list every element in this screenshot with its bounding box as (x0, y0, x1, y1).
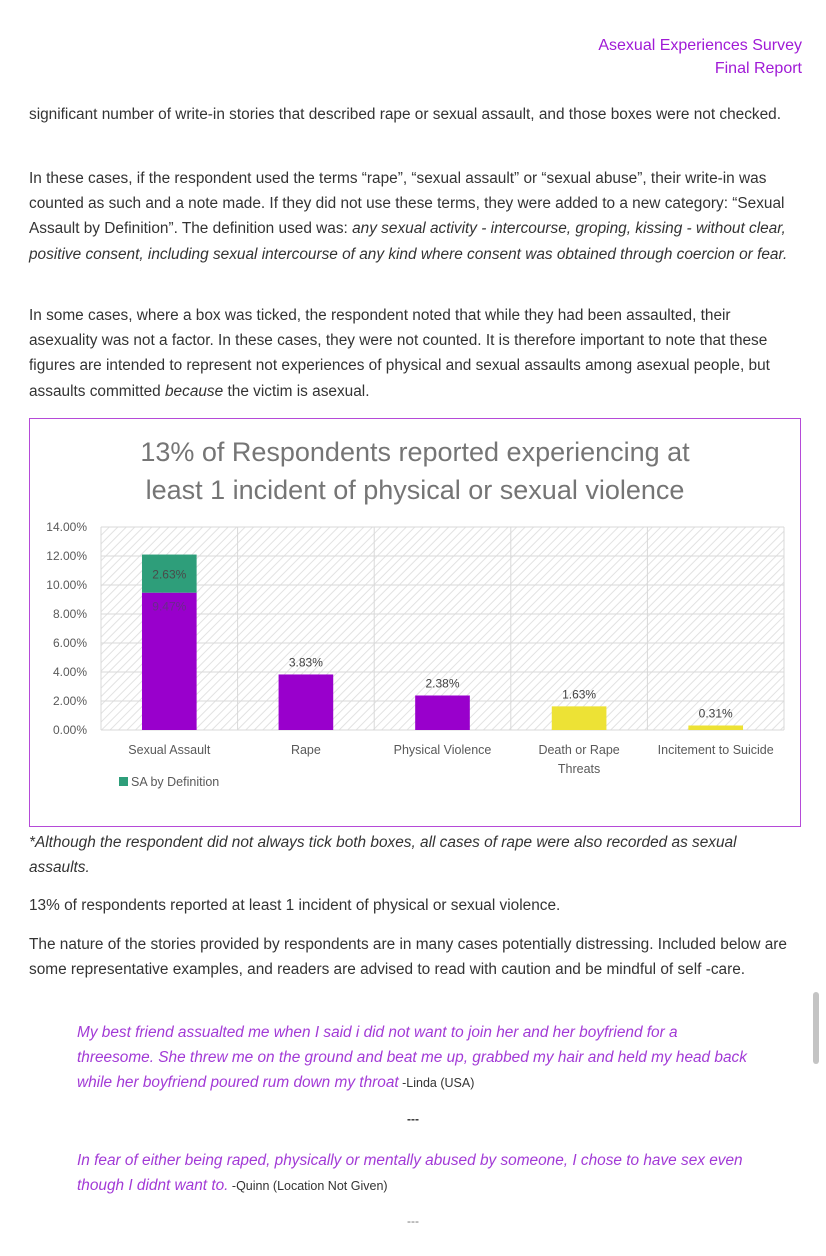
report-header (598, 34, 802, 80)
x-tick-label: Sexual Assault (128, 743, 211, 757)
y-tick-label: 2.00% (52, 694, 87, 708)
y-tick-label: 4.00% (52, 665, 87, 679)
paragraph-3-emphasis: because (165, 382, 224, 400)
y-tick-label: 8.00% (52, 607, 87, 621)
quote-2-attribution: -Quinn (Location Not Given) (228, 1179, 388, 1194)
legend-label: SA by Definition (131, 775, 220, 789)
definition-text: any sexual activity - intercourse, groping, kissing - without clear, positive consent, including sexual intercourse of any kind where consent was obtained through coercion or fear. (29, 220, 788, 263)
x-tick-label: Death or Rape (538, 743, 620, 757)
data-label: 0.31% (698, 706, 733, 721)
data-label: 9.47% (152, 599, 187, 614)
report-subtitle: Final Report (714, 60, 802, 77)
paragraph-3-text-a: In some cases, where a box was ticked, the respondent noted that while they had been assaulted, their asexuality was not a factor. In these cases, they were not counted. It is therefore important to note that these figures are intended to represent not experiences of physical and sexual assaults among asexual people, but assaults committed (29, 307, 770, 400)
scrollbar-thumb[interactable] (813, 992, 819, 1064)
bar-incitement-to-suicide (688, 726, 743, 730)
paragraph-3 (29, 303, 799, 404)
separator-2: --- (407, 1214, 419, 1228)
bar-death-or-rape-threats (552, 706, 607, 730)
paragraph-4: 13% of respondents reported at least 1 incident of physical or sexual violence. (29, 897, 561, 914)
chart-title-line-1: 13% of Respondents reported experiencing at (140, 437, 690, 467)
data-label: 2.38% (425, 676, 460, 691)
y-tick-label: 14.00% (46, 520, 87, 534)
data-label: 2.63% (152, 567, 187, 582)
chart-container (29, 418, 801, 827)
paragraph-2-text: In these cases, if the respondent used the terms “rape”, “sexual assault” or “sexual abuse”, their write-in was counted as such and a note made. If they did not use these terms, they were added to a new category: “Sexual Assault by Definition”. The definition used was: (29, 170, 785, 238)
separator-1: --- (407, 1112, 419, 1126)
y-tick-label: 6.00% (52, 636, 87, 650)
x-tick-label: Threats (557, 762, 601, 776)
quote-2-text: In fear of either being raped, physically or mentally abused by someone, I chose to have sex even though I didnt want to. (77, 1152, 743, 1195)
quote-1-attribution: -Linda (USA) (398, 1076, 475, 1091)
x-tick-label: Incitement to Suicide (657, 743, 774, 757)
quote-1-text: My best friend assualted me when I said i did not want to join her and her boyfriend for a threesome. She threw me on the ground and beat me up, grabbed my hair and held my head back while her boyfriend poured rum down my throat (77, 1024, 747, 1092)
paragraph-2 (29, 166, 799, 267)
report-title: Asexual Experiences Survey (598, 37, 802, 54)
x-tick-label: Rape (290, 743, 321, 757)
chart-title-line-2: least 1 incident of physical or sexual violence (145, 475, 685, 505)
paragraph-5: The nature of the stories provided by respondents are in many cases potentially distressing. Included below are some representative examples, and readers are advised to read with caution and be mindful of self -care. (29, 936, 787, 979)
quote-2 (77, 1148, 757, 1199)
chart-footnote: *Although the respondent did not always tick both boxes, all cases of rape were also recorded as sexual assaults. (29, 834, 737, 877)
y-tick-label: 0.00% (52, 723, 87, 737)
legend-swatch (119, 777, 128, 786)
y-tick-label: 10.00% (46, 578, 87, 592)
x-tick-label: Physical Violence (393, 743, 492, 757)
paragraph-3-text-b: the victim is asexual. (223, 382, 370, 400)
bar-physical-violence (415, 695, 470, 730)
data-label: 3.83% (288, 655, 323, 670)
bar-chart (30, 419, 800, 825)
quote-1 (77, 1020, 757, 1097)
y-tick-label: 12.00% (46, 549, 87, 563)
bar-rape (279, 674, 334, 730)
data-label: 1.63% (562, 687, 597, 702)
paragraph-1: significant number of write-in stories that described rape or sexual assault, and those boxes were not checked. (29, 106, 781, 123)
